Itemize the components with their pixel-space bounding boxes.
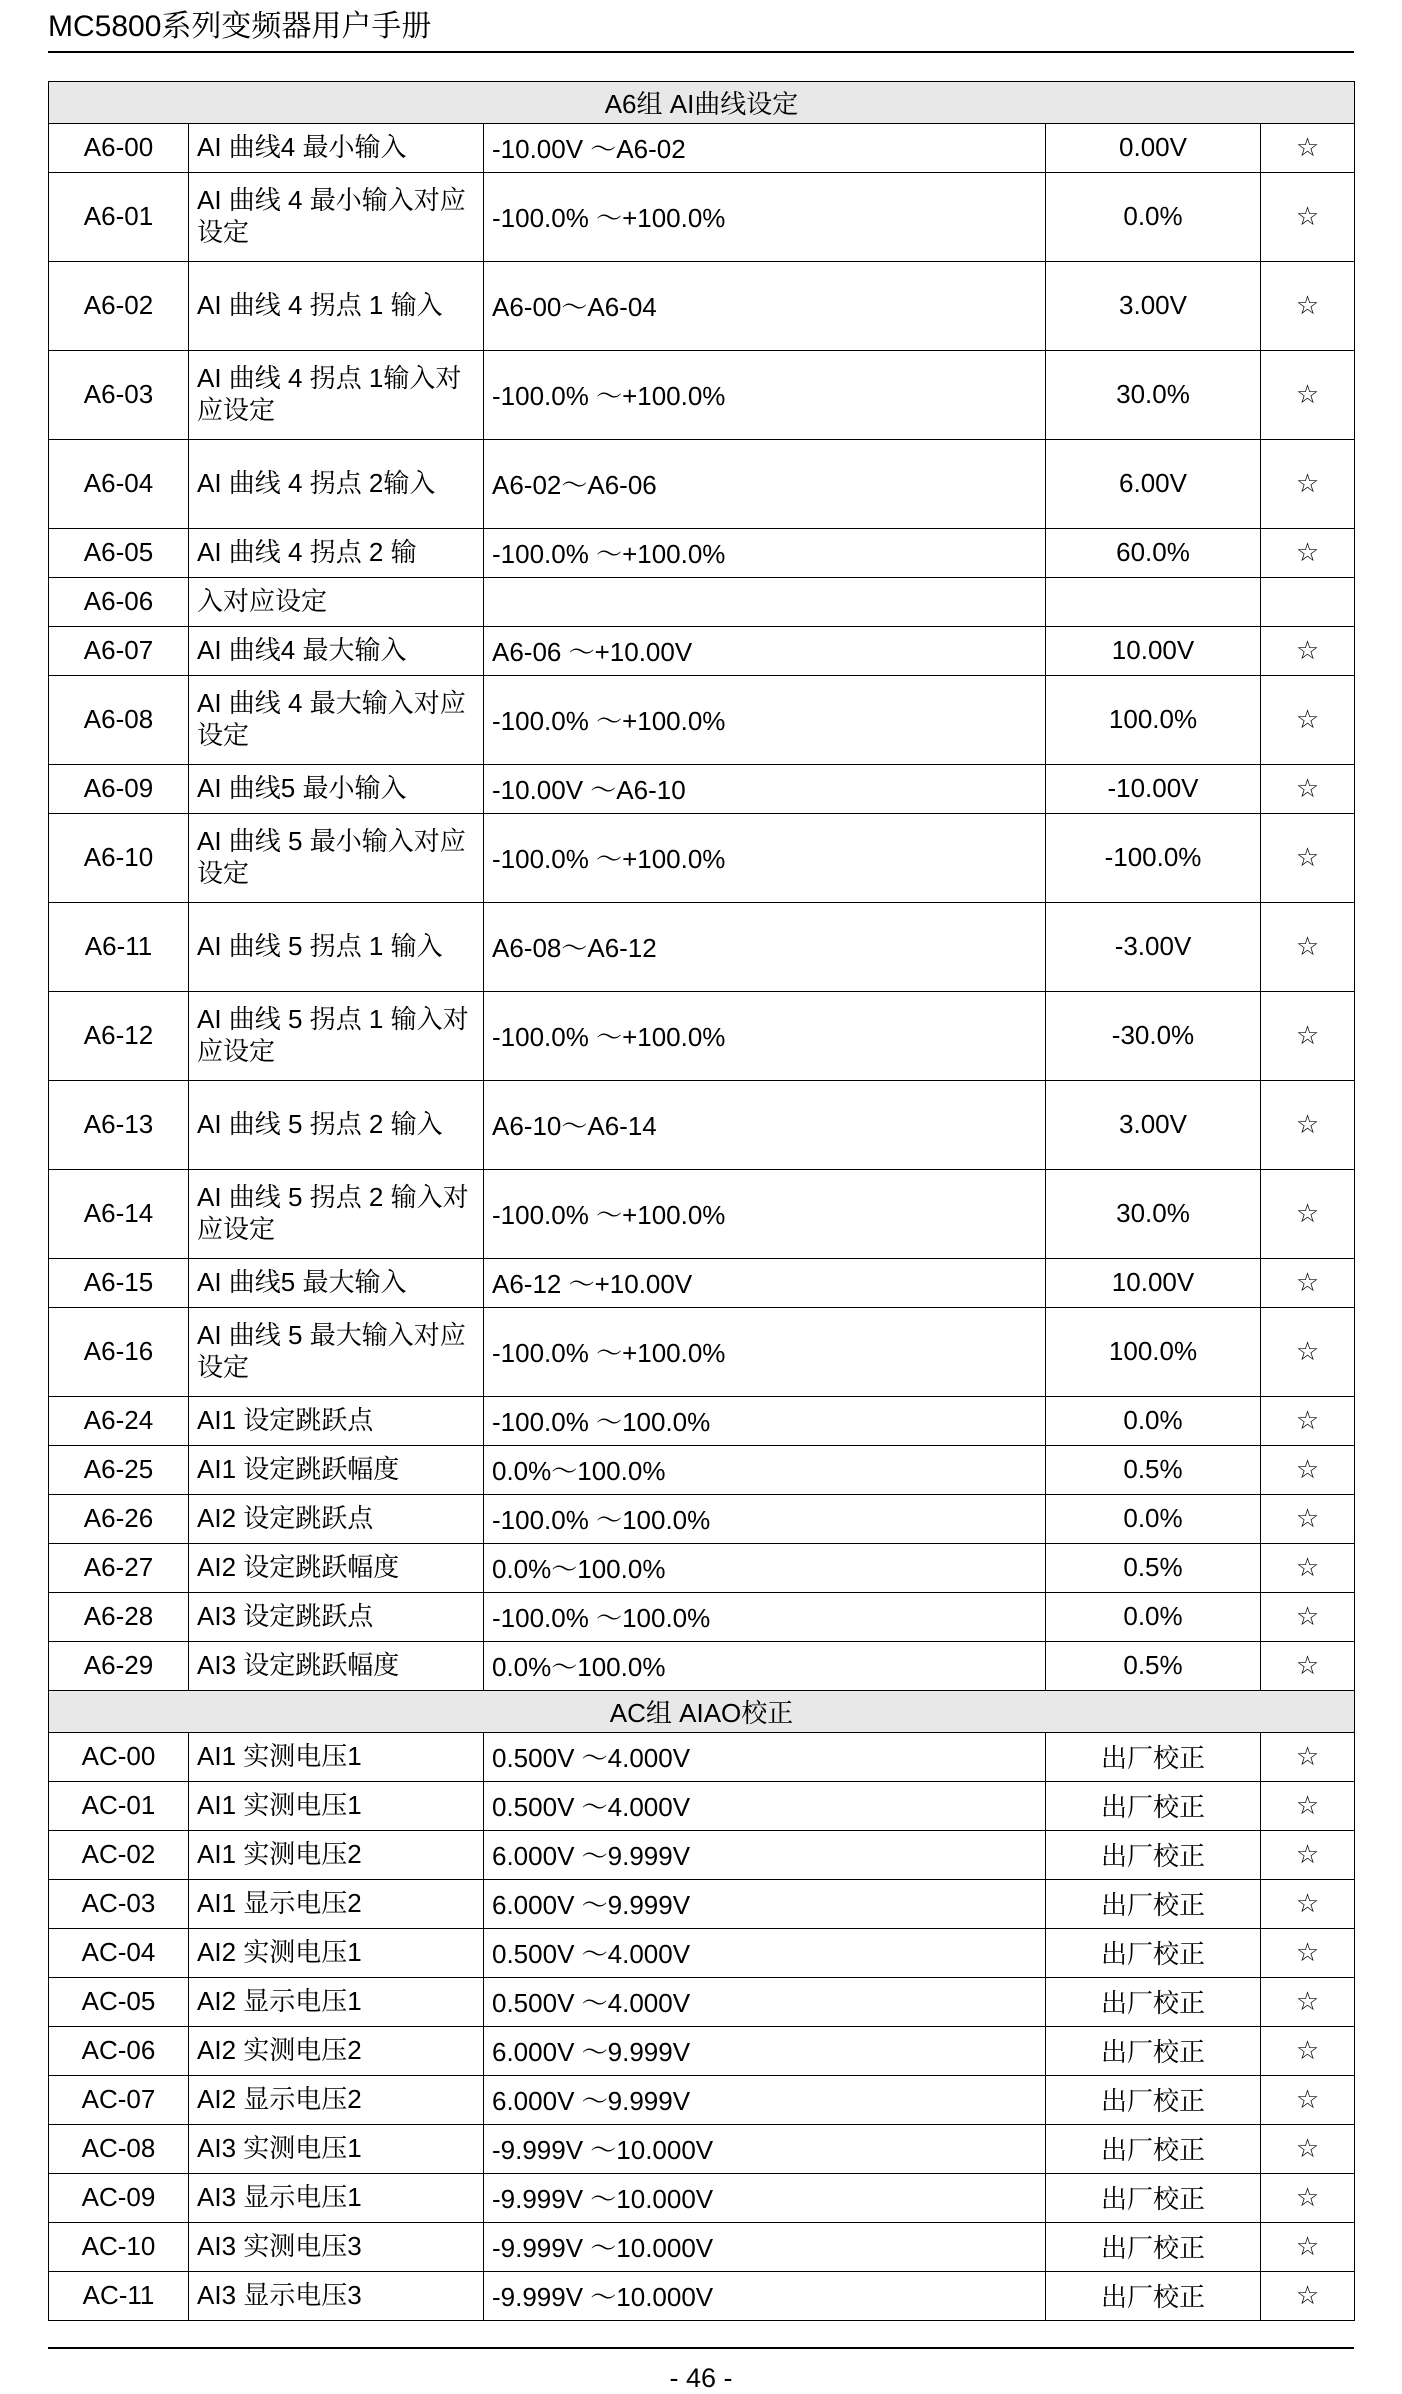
param-name: AI 曲线5 最大输入 [189,1258,484,1307]
param-range: -9.999V ～10.000V [484,2271,1046,2320]
param-default: 30.0% [1046,350,1261,439]
param-modify: ☆ [1261,2075,1355,2124]
param-code: AC-06 [49,2026,189,2075]
param-code: A6-24 [49,1396,189,1445]
param-range: -100.0% ～+100.0% [484,991,1046,1080]
table-row [49,261,1355,350]
param-range: 0.0%～100.0% [484,1445,1046,1494]
param-range: -10.00V ～A6-10 [484,764,1046,813]
table-row [49,2026,1355,2075]
param-range: -100.0% ～100.0% [484,1494,1046,1543]
table-row [49,172,1355,261]
param-default: 出厂校正 [1046,2075,1261,2124]
param-modify: ☆ [1261,2026,1355,2075]
param-code: AC-08 [49,2124,189,2173]
param-code: A6-02 [49,261,189,350]
param-default: 0.0% [1046,1494,1261,1543]
table-row [49,350,1355,439]
param-name: 入对应设定 [189,577,484,626]
param-modify: ☆ [1261,1445,1355,1494]
param-modify: ☆ [1261,1641,1355,1690]
param-code: A6-14 [49,1169,189,1258]
parameter-table [48,81,1355,2321]
param-modify: ☆ [1261,2271,1355,2320]
param-name: AI3 设定跳跃幅度 [189,1641,484,1690]
table-row [49,1977,1355,2026]
param-range: -100.0% ～100.0% [484,1396,1046,1445]
table-row [49,1543,1355,1592]
table-row [49,764,1355,813]
param-default: -100.0% [1046,813,1261,902]
table-row [49,1169,1355,1258]
param-modify: ☆ [1261,1080,1355,1169]
param-code: A6-07 [49,626,189,675]
table-row [49,1781,1355,1830]
param-code: A6-10 [49,813,189,902]
param-name: AI1 设定跳跃点 [189,1396,484,1445]
param-range: 0.500V ～4.000V [484,1928,1046,1977]
param-default: -3.00V [1046,902,1261,991]
parameter-table-body [49,81,1355,2320]
param-range: -100.0% ～+100.0% [484,172,1046,261]
param-range: 0.500V ～4.000V [484,1781,1046,1830]
param-default: 0.00V [1046,123,1261,172]
table-row [49,2173,1355,2222]
table-row [49,528,1355,577]
param-default: 100.0% [1046,1307,1261,1396]
manual-title: MC5800系列变频器用户手册 [48,10,432,43]
param-default: 0.0% [1046,1592,1261,1641]
param-name: AI3 设定跳跃点 [189,1592,484,1641]
param-range: -100.0% ～+100.0% [484,1307,1046,1396]
table-row [49,991,1355,1080]
param-code: A6-25 [49,1445,189,1494]
param-range: 6.000V ～9.999V [484,2026,1046,2075]
table-row [49,1080,1355,1169]
param-modify: ☆ [1261,1928,1355,1977]
param-default: 100.0% [1046,675,1261,764]
param-modify: ☆ [1261,2173,1355,2222]
param-name: AI 曲线 4 最小输入对应设定 [189,172,484,261]
table-row [49,439,1355,528]
param-name: AI 曲线 5 拐点 2 输入对应设定 [189,1169,484,1258]
table-row [49,123,1355,172]
param-name: AI1 实测电压1 [189,1732,484,1781]
table-row [49,1307,1355,1396]
group-header-row [49,81,1355,123]
table-row [49,1592,1355,1641]
param-range: -9.999V ～10.000V [484,2222,1046,2271]
param-default: 3.00V [1046,261,1261,350]
param-modify: ☆ [1261,813,1355,902]
table-row [49,813,1355,902]
param-name: AI 曲线 5 拐点 2 输入 [189,1080,484,1169]
param-name: AI1 实测电压2 [189,1830,484,1879]
page-number: - 46 - [669,2362,733,2393]
param-code: A6-05 [49,528,189,577]
param-name: AI3 显示电压3 [189,2271,484,2320]
param-name: AI2 设定跳跃幅度 [189,1543,484,1592]
param-modify: ☆ [1261,1879,1355,1928]
param-name: AI 曲线 4 最大输入对应设定 [189,675,484,764]
group-header-row [49,1690,1355,1732]
table-row [49,1732,1355,1781]
param-default: 出厂校正 [1046,2173,1261,2222]
param-name: AI1 显示电压2 [189,1879,484,1928]
param-modify: ☆ [1261,172,1355,261]
param-default: 0.0% [1046,172,1261,261]
param-range: A6-08～A6-12 [484,902,1046,991]
param-default: 出厂校正 [1046,1781,1261,1830]
param-modify: ☆ [1261,1258,1355,1307]
param-default: 0.5% [1046,1543,1261,1592]
param-range: -100.0% ～+100.0% [484,675,1046,764]
param-default: 出厂校正 [1046,2026,1261,2075]
group-title: AC组 AIAO校正 [49,1690,1355,1732]
param-name: AI 曲线 5 拐点 1 输入对应设定 [189,991,484,1080]
param-modify: ☆ [1261,1781,1355,1830]
param-default: 出厂校正 [1046,2124,1261,2173]
param-name: AI 曲线 5 最大输入对应设定 [189,1307,484,1396]
param-name: AI1 实测电压1 [189,1781,484,1830]
param-name: AI 曲线 4 拐点 2输入 [189,439,484,528]
param-modify: ☆ [1261,1543,1355,1592]
param-default: 0.5% [1046,1641,1261,1690]
param-modify: ☆ [1261,1307,1355,1396]
param-range: A6-10～A6-14 [484,1080,1046,1169]
param-name: AI 曲线 4 拐点 1输入对应设定 [189,350,484,439]
page-header [48,0,1354,53]
param-modify [1261,577,1355,626]
param-name: AI2 设定跳跃点 [189,1494,484,1543]
param-range: 6.000V ～9.999V [484,1830,1046,1879]
param-code: AC-00 [49,1732,189,1781]
param-range: A6-00～A6-04 [484,261,1046,350]
param-code: A6-04 [49,439,189,528]
param-range: -10.00V ～A6-02 [484,123,1046,172]
table-row [49,2271,1355,2320]
parameter-table-wrapper [48,81,1354,2321]
table-row [49,1396,1355,1445]
param-range: -100.0% ～+100.0% [484,528,1046,577]
param-code: A6-29 [49,1641,189,1690]
param-name: AI3 实测电压1 [189,2124,484,2173]
param-code: AC-11 [49,2271,189,2320]
param-default: 0.0% [1046,1396,1261,1445]
param-code: A6-27 [49,1543,189,1592]
param-modify: ☆ [1261,1494,1355,1543]
page-footer [48,2349,1354,2394]
param-code: A6-06 [49,577,189,626]
param-modify: ☆ [1261,528,1355,577]
param-modify: ☆ [1261,261,1355,350]
param-code: AC-10 [49,2222,189,2271]
param-code: AC-01 [49,1781,189,1830]
param-name: AI 曲线 5 最小输入对应设定 [189,813,484,902]
param-code: AC-09 [49,2173,189,2222]
param-modify: ☆ [1261,2222,1355,2271]
param-modify: ☆ [1261,1396,1355,1445]
param-code: A6-15 [49,1258,189,1307]
param-range: 6.000V ～9.999V [484,2075,1046,2124]
param-range: 0.500V ～4.000V [484,1977,1046,2026]
param-modify: ☆ [1261,764,1355,813]
table-row [49,2075,1355,2124]
param-name: AI2 显示电压1 [189,1977,484,2026]
param-code: A6-03 [49,350,189,439]
param-name: AI 曲线5 最小输入 [189,764,484,813]
param-default: 30.0% [1046,1169,1261,1258]
param-modify: ☆ [1261,439,1355,528]
param-code: A6-13 [49,1080,189,1169]
param-range: 0.0%～100.0% [484,1543,1046,1592]
table-row [49,2124,1355,2173]
param-default: 3.00V [1046,1080,1261,1169]
table-row [49,1641,1355,1690]
param-code: AC-03 [49,1879,189,1928]
param-range: 6.000V ～9.999V [484,1879,1046,1928]
param-code: A6-28 [49,1592,189,1641]
param-range: -100.0% ～100.0% [484,1592,1046,1641]
param-name: AI 曲线 5 拐点 1 输入 [189,902,484,991]
param-default: 出厂校正 [1046,1977,1261,2026]
param-range: A6-12 ～+10.00V [484,1258,1046,1307]
param-name: AI2 实测电压1 [189,1928,484,1977]
table-row [49,675,1355,764]
param-default: 0.5% [1046,1445,1261,1494]
param-name: AI2 显示电压2 [189,2075,484,2124]
param-range: -100.0% ～+100.0% [484,813,1046,902]
param-modify: ☆ [1261,123,1355,172]
table-row [49,1445,1355,1494]
param-modify: ☆ [1261,2124,1355,2173]
param-modify: ☆ [1261,1732,1355,1781]
param-default: 6.00V [1046,439,1261,528]
param-name: AI3 显示电压1 [189,2173,484,2222]
param-range: 0.500V ～4.000V [484,1732,1046,1781]
param-default: 10.00V [1046,1258,1261,1307]
param-name: AI2 实测电压2 [189,2026,484,2075]
param-code: AC-02 [49,1830,189,1879]
table-row [49,902,1355,991]
table-row [49,2222,1355,2271]
group-title: A6组 AI曲线设定 [49,81,1355,123]
param-code: AC-04 [49,1928,189,1977]
table-row [49,1494,1355,1543]
param-code: A6-12 [49,991,189,1080]
table-row [49,1258,1355,1307]
param-modify: ☆ [1261,1169,1355,1258]
param-default [1046,577,1261,626]
param-range: -100.0% ～+100.0% [484,350,1046,439]
param-range [484,577,1046,626]
param-range: -9.999V ～10.000V [484,2124,1046,2173]
param-modify: ☆ [1261,991,1355,1080]
param-default: 出厂校正 [1046,2222,1261,2271]
param-name: AI 曲线 4 拐点 2 输 [189,528,484,577]
table-row [49,1879,1355,1928]
param-code: A6-00 [49,123,189,172]
param-modify: ☆ [1261,1977,1355,2026]
param-modify: ☆ [1261,1592,1355,1641]
param-range: A6-06 ～+10.00V [484,626,1046,675]
table-row [49,1928,1355,1977]
table-row [49,626,1355,675]
param-range: -9.999V ～10.000V [484,2173,1046,2222]
param-range: 0.0%～100.0% [484,1641,1046,1690]
param-code: A6-09 [49,764,189,813]
param-name: AI1 设定跳跃幅度 [189,1445,484,1494]
param-default: -30.0% [1046,991,1261,1080]
param-code: A6-11 [49,902,189,991]
param-default: 出厂校正 [1046,1928,1261,1977]
param-code: AC-07 [49,2075,189,2124]
param-default: 出厂校正 [1046,2271,1261,2320]
table-row [49,1830,1355,1879]
param-modify: ☆ [1261,350,1355,439]
param-code: A6-26 [49,1494,189,1543]
param-modify: ☆ [1261,675,1355,764]
param-default: 10.00V [1046,626,1261,675]
param-name: AI 曲线4 最大输入 [189,626,484,675]
param-name: AI 曲线4 最小输入 [189,123,484,172]
table-row [49,577,1355,626]
param-modify: ☆ [1261,626,1355,675]
param-code: A6-08 [49,675,189,764]
param-name: AI3 实测电压3 [189,2222,484,2271]
header-divider [48,51,1354,53]
param-modify: ☆ [1261,1830,1355,1879]
param-name: AI 曲线 4 拐点 1 输入 [189,261,484,350]
param-default: 出厂校正 [1046,1879,1261,1928]
param-default: 出厂校正 [1046,1830,1261,1879]
param-default: 60.0% [1046,528,1261,577]
param-default: 出厂校正 [1046,1732,1261,1781]
param-code: AC-05 [49,1977,189,2026]
param-range: A6-02～A6-06 [484,439,1046,528]
param-range: -100.0% ～+100.0% [484,1169,1046,1258]
param-default: -10.00V [1046,764,1261,813]
param-code: A6-01 [49,172,189,261]
param-modify: ☆ [1261,902,1355,991]
param-code: A6-16 [49,1307,189,1396]
